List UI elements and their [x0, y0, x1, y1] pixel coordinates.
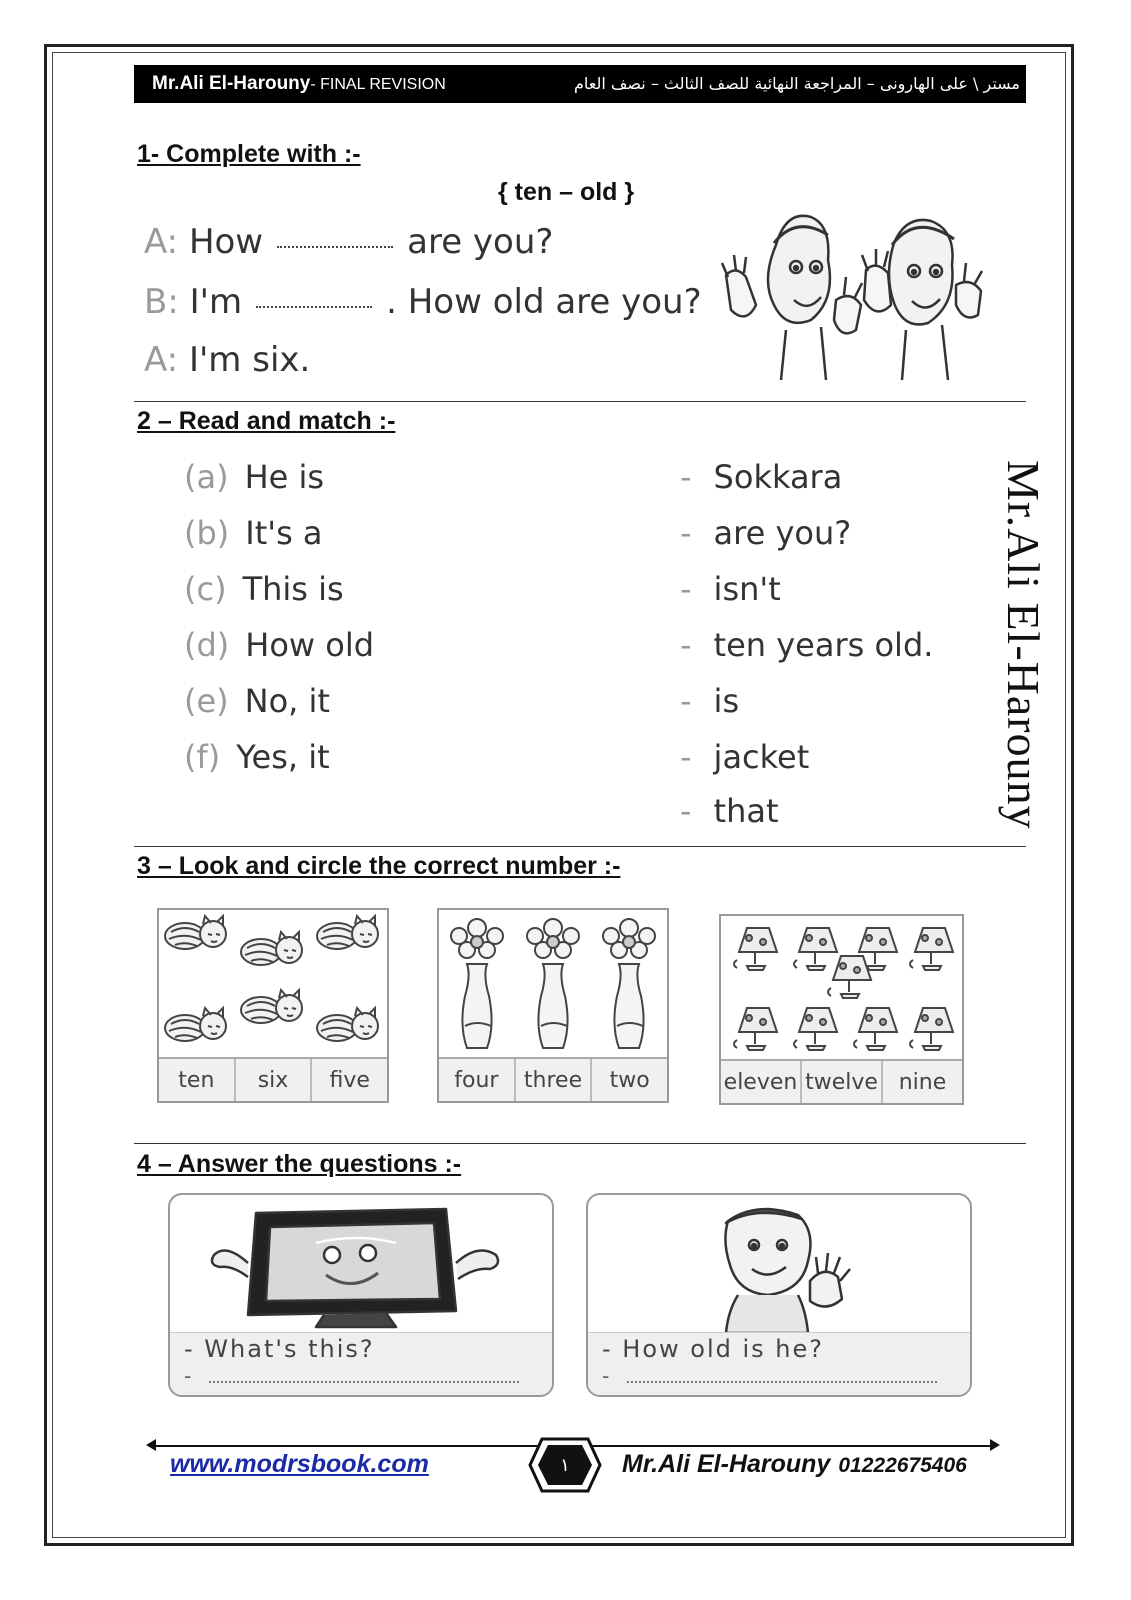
question-text: - How old is he?	[602, 1335, 825, 1363]
speaker-label: A:	[144, 340, 179, 380]
dialog-line-3	[144, 340, 310, 380]
match-left-c	[184, 570, 344, 608]
header-author: Mr.Ali El-Harouny	[152, 73, 311, 94]
header-bar	[134, 65, 1026, 103]
header-left	[152, 73, 446, 95]
match-letter: (f)	[184, 738, 221, 776]
match-right-6: - jacket	[680, 738, 810, 776]
match-right-1: - Sokkara	[680, 458, 843, 496]
count-options	[721, 1059, 962, 1103]
match-left-b	[184, 514, 323, 552]
number-option[interactable]: two	[590, 1059, 667, 1101]
match-letter: (d)	[184, 626, 230, 664]
match-text: is	[713, 682, 740, 720]
match-text: No, it	[244, 682, 330, 720]
section-divider	[134, 1143, 1026, 1144]
tv-icon	[206, 1203, 516, 1333]
number-option[interactable]: six	[234, 1059, 311, 1101]
dialog-text: I'm	[189, 282, 243, 322]
dialog-text: How	[188, 222, 264, 262]
answer-line[interactable]: -	[602, 1363, 937, 1389]
arrow-right-icon	[990, 1439, 1000, 1451]
match-letter: (b)	[184, 514, 230, 552]
count-options	[159, 1057, 387, 1101]
blank-line	[256, 300, 372, 308]
dialog-text: . How old are you?	[386, 282, 702, 322]
match-text: jacket	[713, 738, 810, 776]
two-boys-illustration	[716, 205, 992, 385]
section3-title: 3 – Look and circle the correct number :-	[137, 852, 621, 880]
cat-icon	[159, 910, 387, 1058]
speaker-label: B:	[144, 282, 179, 322]
match-left-f	[184, 738, 330, 776]
answer-strip	[588, 1332, 970, 1395]
match-left-d	[184, 626, 374, 664]
dialog-text: I'm six.	[188, 340, 311, 380]
match-text: Yes, it	[236, 738, 330, 776]
flower-vase-icon	[439, 910, 667, 1058]
match-left-a	[184, 458, 324, 496]
count-box-vases	[437, 908, 669, 1103]
match-text: This is	[242, 570, 344, 608]
footer-phone: 01222675406	[838, 1454, 967, 1477]
number-option[interactable]: nine	[881, 1061, 962, 1103]
match-letter: (a)	[184, 458, 229, 496]
match-right-7: - that	[680, 792, 779, 830]
match-text: that	[713, 792, 779, 830]
number-option[interactable]: three	[514, 1059, 591, 1101]
dialog-line-2	[144, 282, 702, 322]
answer-card-tv	[168, 1193, 554, 1397]
speaker-label: A:	[144, 222, 179, 262]
page-number-badge	[528, 1437, 602, 1493]
match-right-5: - is	[680, 682, 740, 720]
count-box-lamps	[719, 914, 964, 1105]
footer-author	[622, 1450, 967, 1479]
match-text: are you?	[713, 514, 852, 552]
footer-author-name: Mr.Ali El-Harouny	[622, 1450, 831, 1478]
answer-dots	[209, 1381, 519, 1383]
answer-card-boy	[586, 1193, 972, 1397]
match-text: isn't	[713, 570, 781, 608]
count-box-cats	[157, 908, 389, 1103]
section-divider	[134, 401, 1026, 402]
section2-title: 2 – Read and match :-	[137, 407, 396, 435]
side-watermark-name: Mr.Ali El-Harouny	[998, 460, 1049, 830]
match-text: He is	[244, 458, 325, 496]
blank-line	[277, 240, 393, 248]
number-option[interactable]: eleven	[723, 1069, 798, 1095]
match-letter: (e)	[184, 682, 229, 720]
section1-title: 1- Complete with :-	[137, 140, 361, 168]
count-options	[439, 1057, 667, 1101]
boy-icon	[698, 1201, 868, 1333]
number-option[interactable]: four	[454, 1067, 499, 1093]
answer-strip	[170, 1332, 552, 1395]
answer-line[interactable]: -	[184, 1363, 519, 1389]
match-letter: (c)	[184, 570, 227, 608]
number-option[interactable]: five	[310, 1059, 387, 1101]
match-text: Sokkara	[713, 458, 843, 496]
word-choices: { ten – old }	[498, 178, 635, 206]
dialog-line-1	[144, 222, 553, 262]
match-right-2: - are you?	[680, 514, 852, 552]
number-option[interactable]: twelve	[800, 1061, 881, 1103]
question-text: - What's this?	[184, 1335, 375, 1363]
header-arabic-title: مستر \ على الهارونى – المراجعة النهائية للصف الثالث – نصف العام	[573, 74, 1020, 93]
number-option[interactable]: ten	[178, 1067, 215, 1093]
section-divider	[134, 846, 1026, 847]
match-text: It's a	[245, 514, 323, 552]
dialog-text: are you?	[407, 222, 554, 262]
arrow-left-icon	[146, 1439, 156, 1451]
match-text: ten years old.	[713, 626, 934, 664]
page-number: ١	[560, 1455, 570, 1476]
match-right-3: - isn't	[680, 570, 781, 608]
match-right-4: - ten years old.	[680, 626, 934, 664]
answer-dots	[627, 1381, 937, 1383]
footer-website-link[interactable]: www.modrsbook.com	[170, 1450, 429, 1478]
header-subtitle: - FINAL REVISION	[310, 76, 446, 93]
lamp-icon	[721, 916, 962, 1060]
section4-title: 4 – Answer the questions :-	[137, 1150, 462, 1178]
match-left-e	[184, 682, 330, 720]
match-text: How old	[245, 626, 375, 664]
